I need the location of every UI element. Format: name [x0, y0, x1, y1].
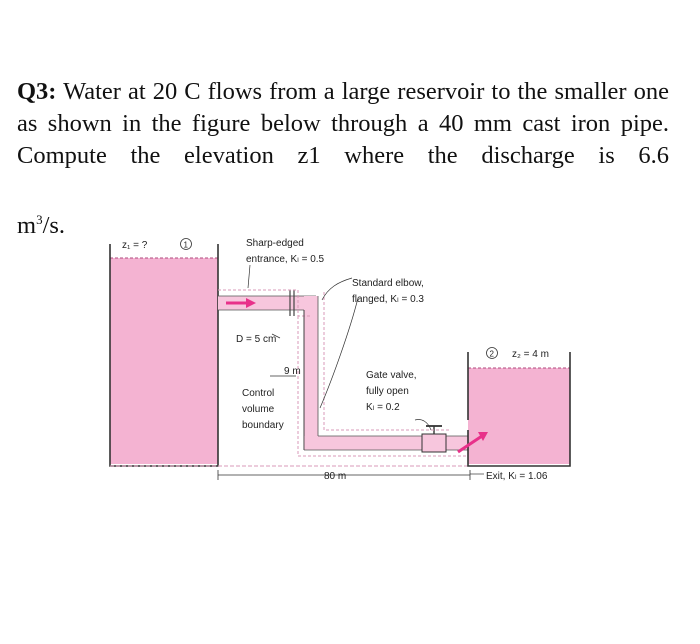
control-volume-line1: Control: [242, 388, 275, 399]
point-1-label: 1: [183, 240, 188, 250]
valve-label-line1: Gate valve,: [366, 370, 417, 381]
point-2-label: 2: [489, 349, 494, 359]
entrance-label-line1: Sharp-edged: [246, 238, 304, 249]
reservoir-pipe-figure: [100, 230, 600, 490]
elbow-label-line2: flanged, Kₗ = 0.3: [352, 294, 424, 305]
large-reservoir-water: [110, 258, 218, 464]
question-line-1: Water at 20 C flows from a large reservoir to the smaller: [63, 78, 627, 105]
height-label: 9 m: [284, 366, 301, 377]
valve-label-line2: fully open: [366, 386, 409, 397]
discharge-unit: $m^3/s$.: [17, 212, 66, 240]
elbow-label-line1: Standard elbow,: [352, 278, 424, 289]
small-reservoir-water: [468, 368, 570, 464]
valve-label-line3: Kₗ = 0.2: [366, 402, 400, 413]
diameter-label: D = 5 cm: [236, 334, 277, 345]
question-label: Q3:: [17, 78, 57, 105]
z2-label: z₂ = 4 m: [512, 349, 549, 360]
gate-valve: [422, 434, 446, 452]
question-line-3: pipe. Compute the elevation z1 where the discharge is 6.6: [17, 110, 669, 169]
exit-label: Exit, Kₗ = 1.06: [486, 471, 548, 482]
length-label: 80 m: [324, 471, 347, 482]
control-volume-line3: boundary: [242, 420, 284, 431]
question-text: [17, 76, 669, 242]
pipe-vertical: [304, 296, 318, 446]
question-line-2: one as shown in the figure below through a 40 mm cast iron: [17, 78, 670, 137]
z1-label: z₁ = ?: [122, 240, 148, 251]
control-volume-line2: volume: [242, 404, 275, 415]
entrance-label-line2: entrance, Kₗ = 0.5: [246, 254, 325, 265]
